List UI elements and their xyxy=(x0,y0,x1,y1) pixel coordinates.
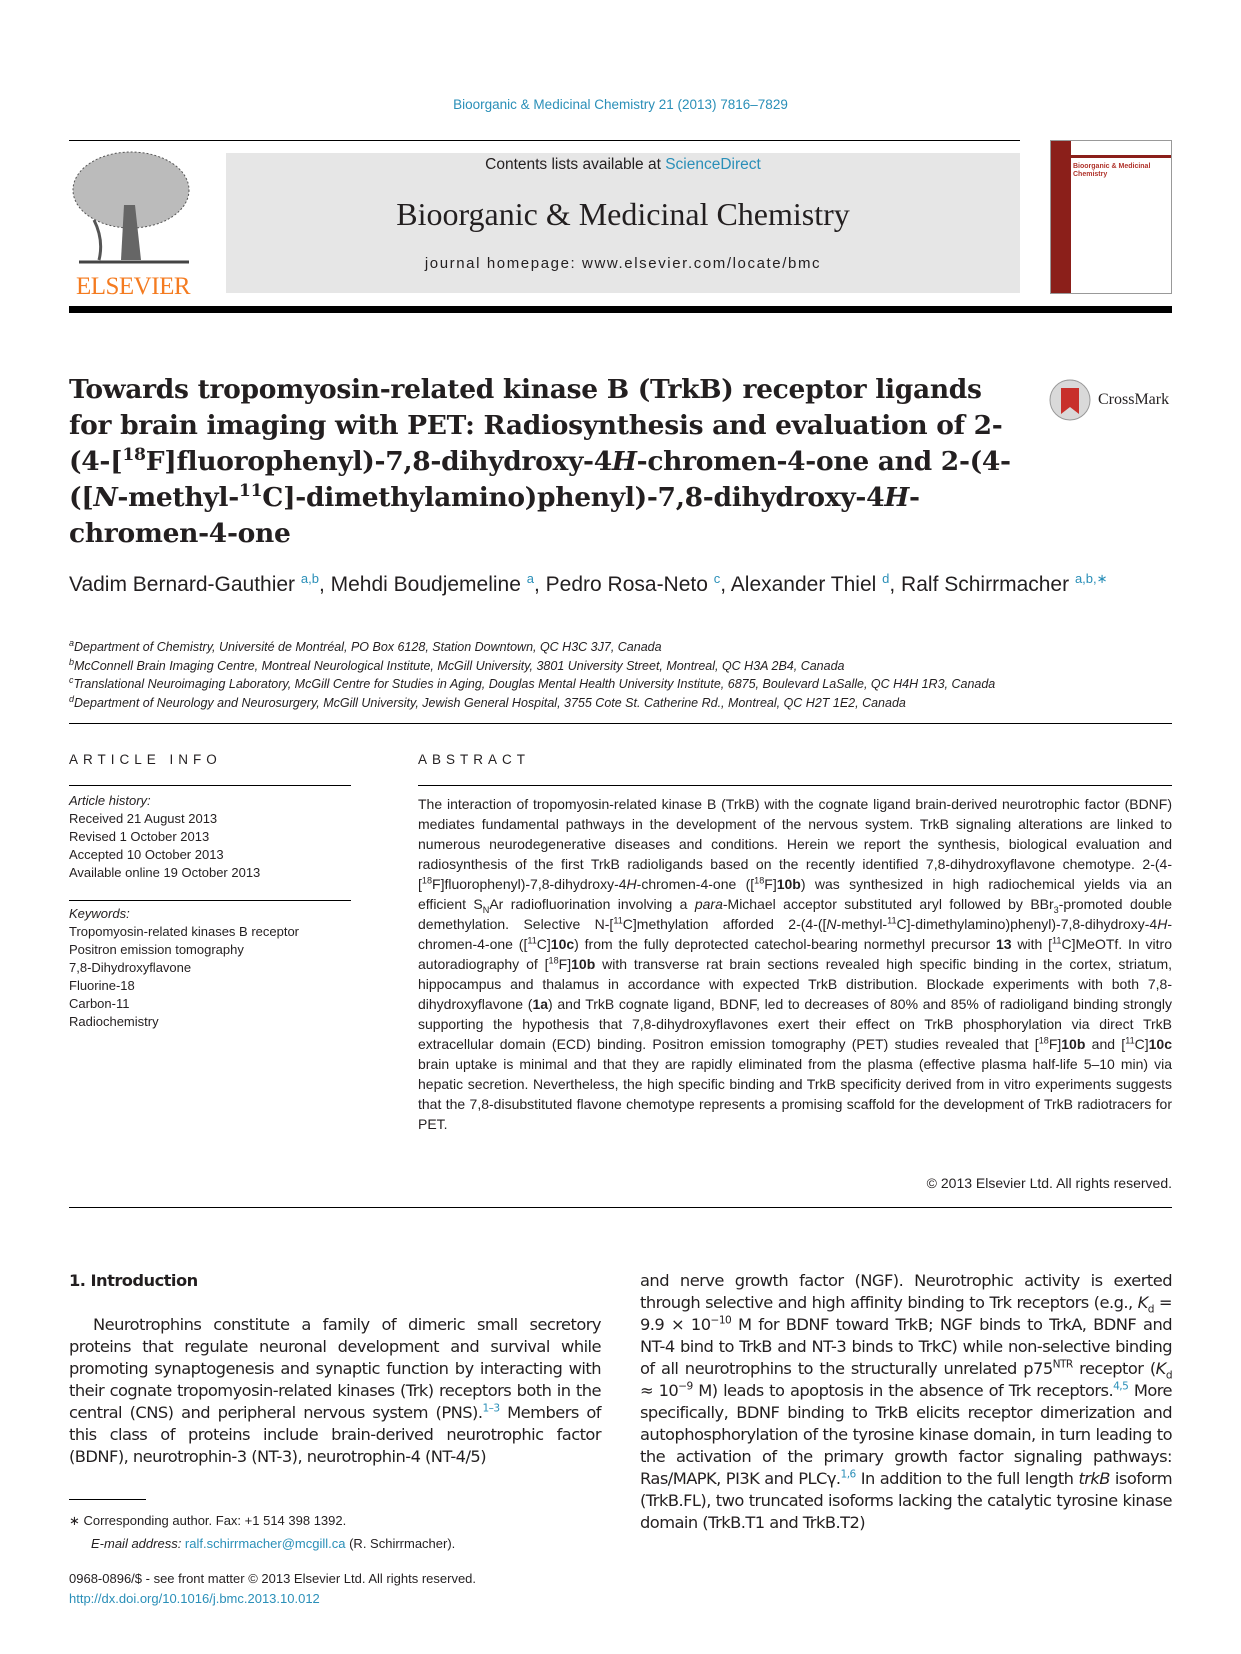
email-link[interactable]: ralf.schirrmacher@mcgill.ca xyxy=(184,1536,346,1551)
affiliation: $^c$Translational Neuroimaging Laboratory, McGill Centre for Studies in Aging, Douglas Mental Health University Institute, 6875, Boulevard LaSalle, QC H4H 1R3, Canada xyxy=(69,674,996,691)
divider xyxy=(69,140,1020,141)
history-item: Received 21 August 2013 xyxy=(69,811,218,826)
italic-text: H xyxy=(626,876,637,892)
elsevier-logo xyxy=(69,150,197,300)
sciencedirect-link[interactable]: ScienceDirect xyxy=(665,156,761,173)
superscript: d xyxy=(882,571,890,586)
journal-homepage[interactable]: journal homepage: www.elsevier.com/locate/bmc xyxy=(424,255,822,272)
italic-text: N xyxy=(93,482,118,513)
body-column-left xyxy=(69,1270,601,1468)
elsevier-tree-icon xyxy=(69,150,197,268)
article-title: Towards tropomyosin-related kinase B (TrkB) receptor ligands for brain imaging with PET: Radiosynthesis and evaluation of 2-(4-[$^{18}$F]fluorophenyl)-7,8-dihydroxy-4H-chromen-4-one and 2-(4-([N-methyl-$^{11}$C]-dimethylamino)phenyl)-7,8-dihydroxy-4H-chromen-4-one xyxy=(69,374,1011,549)
abstract-heading: ABSTRACT xyxy=(418,752,531,767)
divider xyxy=(69,900,351,901)
compound-number: 13 xyxy=(995,936,1012,952)
keyword: Fluorine-18 xyxy=(69,978,135,993)
footnotes: ∗ Corresponding author. Fax: +1 514 398 1392. E-mail address: ralf.schirrmacher@mcgill.ca (R. Schirrmacher). xyxy=(69,1509,455,1555)
superscript: 11 xyxy=(1052,935,1062,946)
italic-text: H xyxy=(611,446,637,477)
reference-link[interactable]: 1–3 xyxy=(482,1402,500,1415)
compound-number: 10b xyxy=(571,956,596,972)
crossmark-badge[interactable] xyxy=(1048,378,1169,422)
history-item: Available online 19 October 2013 xyxy=(69,865,261,880)
divider xyxy=(69,1207,1172,1208)
corresponding-author-note: ∗ Corresponding author. Fax: +1 514 398 1392. xyxy=(69,1513,347,1528)
compound-number: 10b xyxy=(776,876,801,892)
divider xyxy=(69,785,351,786)
keywords: Keywords: Tropomyosin-related kinases B receptor Positron emission tomography 7,8-Dihydroxyflavone Fluorine-18 Carbon-11 Radiochemistry xyxy=(69,906,300,1029)
affiliation: $^a$Department of Chemistry, Université de Montréal, PO Box 6128, Station Downtown, QC H3C 3J7, Canada xyxy=(69,637,662,654)
doi-link[interactable]: http://dx.doi.org/10.1016/j.bmc.2013.10.012 xyxy=(69,1591,320,1606)
paragraph: and nerve growth factor (NGF). Neurotrophic activity is exerted through selective and high affinity binding to Trk receptors (e.g., $K_d = 9.9 \times 10^{-10}$ M for BDNF toward TrkB; NGF binds to TrkA, BDNF and NT-4 bind to TrkB and NT-3 binds to TrkC) while non-selective binding of all neurotrophins to the structurally unrelated $p75^{NTR}$ receptor ($K_d \approx 10^{-9}$ M) leads to apoptosis in the absence of Trk receptors.$^{4,5}$ More specifically, BDNF binding to TrkB elicits receptor dimerization and autophosphorylation of the tyrosine kinase domain, in turn leading to the activation of the primary growth factor signaling pathways: Ras/MAPK, PI3K and PLCγ.$^{1,6}$ In addition to the full length trkB isoform (TrkB.FL), two truncated isoforms lacking the catalytic tyrosine kinase domain (TrkB.T1 and TrkB.T2) xyxy=(640,1271,1173,1532)
article-info-heading: ARTICLE INFO xyxy=(69,752,222,767)
superscript: 11 xyxy=(887,915,897,926)
section-heading: 1. Introduction xyxy=(69,1271,198,1290)
divider xyxy=(418,785,1172,786)
subscript: d xyxy=(1147,1303,1154,1316)
journal-cover-image[interactable] xyxy=(1050,140,1172,294)
keyword: 7,8-Dihydroxyflavone xyxy=(69,960,192,975)
keyword: Positron emission tomography xyxy=(69,942,244,957)
divider xyxy=(69,723,1172,724)
affiliation: $^d$Department of Neurology and Neurosurgery, McGill University, Jewish General Hospital, 3755 Cote St. Catherine Rd., Montreal, QC H2T 1E2, Canada xyxy=(69,693,906,710)
keyword: Tropomyosin-related kinases B receptor xyxy=(69,924,300,939)
superscript: 18 xyxy=(754,875,765,886)
italic-text: K xyxy=(1155,1359,1166,1378)
history-item: Revised 1 October 2013 xyxy=(69,829,210,844)
issn-text: 0968-0896/$ - see front matter © 2013 Elsevier Ltd. All rights reserved. xyxy=(69,1571,477,1586)
italic-text: trkB xyxy=(1078,1469,1110,1488)
reference-link[interactable]: 1,6 xyxy=(840,1468,856,1481)
superscript: 18 xyxy=(122,445,146,466)
author-list: Vadim Bernard-Gauthier $^{a,b}$, Mehdi Boudjemeline $^a$, Pedro Rosa-Neto $^c$, Alexander Thiel $^d$, Ralf Schirrmacher $^{a,b,∗}$ xyxy=(69,571,1108,596)
italic-text: para xyxy=(694,896,723,912)
header-divider xyxy=(69,306,1172,313)
superscript: −10 xyxy=(710,1314,732,1327)
affiliations xyxy=(69,638,1172,712)
italic-text: K xyxy=(1137,1293,1148,1312)
superscript: 18 xyxy=(1038,1035,1049,1046)
cover-title: Bioorganic & Medicinal Chemistry xyxy=(1073,163,1151,178)
body-column-right xyxy=(640,1270,1172,1534)
compound-number: 10c xyxy=(550,936,575,952)
compound-number: 1a xyxy=(532,996,549,1012)
superscript: −9 xyxy=(678,1380,693,1393)
cover-bar xyxy=(1071,155,1171,158)
italic-text: N xyxy=(826,916,837,932)
superscript: a xyxy=(526,571,534,586)
subscript: 3 xyxy=(1053,904,1059,915)
superscript: a,b xyxy=(300,571,319,586)
cover-spine xyxy=(1051,141,1071,293)
journal-citation-link[interactable]: Bioorganic & Medicinal Chemistry 21 (2013) 7816–7829 xyxy=(453,97,788,112)
superscript: 11 xyxy=(238,481,263,502)
crossmark-label: CrossMark xyxy=(1098,391,1170,408)
italic-text: H xyxy=(1157,916,1168,932)
footnote-divider xyxy=(69,1499,146,1500)
superscript: 11 xyxy=(1125,1035,1135,1046)
paragraph: Neurotrophins constitute a family of dimeric small secretory proteins that regulate neuronal development and survival while promoting synaptogenesis and synaptic function by interacting with their cognate tropomyosin-related kinases (Trk) receptors both in the central (CNS) and peripheral nervous system (PNS).$^{1-3}$ Members of this class of proteins include brain-derived neurotrophic factor (BDNF), neurotrophin-3 (NT-3), neurotrophin-4 (NT-4/5) xyxy=(69,1315,601,1466)
keyword: Carbon-11 xyxy=(69,996,130,1011)
abstract-copyright: © 2013 Elsevier Ltd. All rights reserved. xyxy=(926,1175,1172,1191)
contents-text: Contents lists available at xyxy=(485,156,666,173)
history-item: Accepted 10 October 2013 xyxy=(69,847,224,862)
page-footer xyxy=(69,1569,476,1609)
italic-text: H xyxy=(884,482,909,513)
superscript: c xyxy=(713,571,721,586)
superscript: 11 xyxy=(613,915,623,926)
article-history: Article history: Received 21 August 2013 Revised 1 October 2013 Accepted 10 October 2013 Available online 19 October 2013 xyxy=(69,793,261,880)
compound-number: 10b xyxy=(1061,1036,1086,1052)
crossmark-icon xyxy=(1048,378,1092,422)
journal-name: Bioorganic & Medicinal Chemistry xyxy=(396,196,850,232)
subscript: N xyxy=(482,904,490,915)
journal-banner xyxy=(226,153,1020,293)
abstract-body: The interaction of tropomyosin-related kinase B (TrkB) with the cognate ligand brain-derived neurotrophic factor (BDNF) mediates fundamental pathways in the development of the nervous system. TrkB signaling alterations are linked to numerous neurodegenerative diseases and conditions. Herein we report the synthesis, biological evaluation and radiosynthesis of the first TrkB radioligands based on the recently identified 7,8-dihydroxyflavone chemotype. 2-(4-[$^{18}$F]fluorophenyl)-7,8-dihydroxy-4H-chromen-4-one ([$^{18}$F]10b) was synthesized in high radiochemical yields via an efficient $S_NAr$ radiofluorination involving a para-Michael acceptor substituted aryl followed by BBr$_3$-promoted double demethylation. Selective N-[$^{11}$C]methylation afforded 2-(4-([N-methyl-$^{11}$C]-dimethylamino)phenyl)-7,8-dihydroxy-4H-chromen-4-one ([$^{11}$C]10c) from the fully deprotected catechol-bearing normethyl precursor 13 with [$^{11}$C]MeOTf. In vitro autoradiography of [$^{18}$F]10b with transverse rat brain sections revealed high specific binding in the cortex, striatum, hippocampus and thalamus in accordance with expected TrkB distribution. Blockade experiments with both 7,8-dihydroxyflavone (1a) and TrkB cognate ligand, BDNF, led to decreases of 80% and 85% of radioligand binding strongly supporting the hypothesis that 7,8-dihydroxyflavones exert their effect on TrkB phosphorylation via direct TrkB extracellular domain (ECD) binding. Positron emission tomography (PET) studies revealed that [$^{18}$F]10b and [$^{11}$C]10c brain uptake is minimal and that they are rapidly eliminated from the plasma (effective plasma half-life 5–10 min) via hepatic secretion. Nevertheless, the high specific binding and TrkB specificity derived from in vitro experiments suggests that the 7,8-disubstituted flavone chemotype represents a promising scaffold for the development of TrkB radiotracers for PET. xyxy=(418,796,1173,1132)
superscript: NTR xyxy=(1052,1358,1073,1371)
superscript: 18 xyxy=(548,955,559,966)
subscript: d xyxy=(1165,1369,1172,1382)
reference-link[interactable]: 4,5 xyxy=(1113,1380,1129,1393)
superscript: a,b,∗ xyxy=(1074,571,1108,586)
compound-number: 10c xyxy=(1148,1036,1172,1052)
publisher-name: ELSEVIER xyxy=(75,273,191,300)
superscript: 11 xyxy=(527,935,537,946)
superscript: 18 xyxy=(421,875,433,886)
affiliation: $^b$McConnell Brain Imaging Centre, Montreal Neurological Institute, McGill University, 3801 University Street, Montreal, QC H3A 2B4, Canada xyxy=(69,656,845,673)
keyword: Radiochemistry xyxy=(69,1014,159,1029)
